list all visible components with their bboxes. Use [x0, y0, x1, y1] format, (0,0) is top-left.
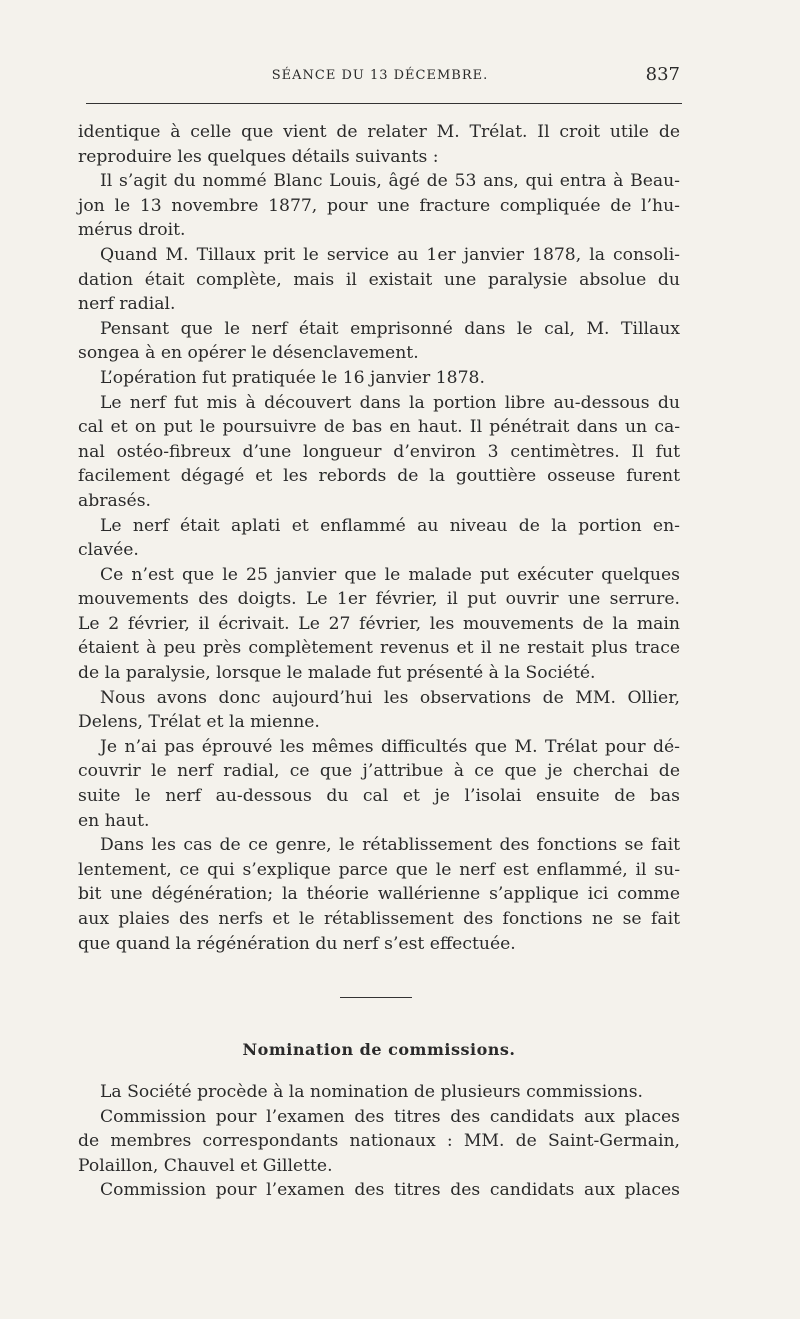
text-line: nerf radial.	[78, 294, 176, 315]
text-line: Je n’ai pas éprouvé les mêmes difficultés que M. Trélat pour dé-	[100, 736, 680, 757]
header-rule	[86, 103, 682, 104]
text-line: couvrir le nerf radial, ce que j’attribue à ce que je cherchai de	[78, 761, 680, 782]
running-head	[78, 64, 682, 88]
section-separator	[340, 997, 412, 998]
text-line: dation était complète, mais il existait une paralysie absolue du	[78, 269, 680, 290]
running-title: SÉANCE DU 13 DÉCEMBRE.	[271, 68, 489, 83]
text-line: Commission pour l’examen des titres des candidats aux places	[100, 1106, 680, 1127]
text-line: mérus droit.	[78, 220, 186, 241]
text-line: en haut.	[78, 810, 150, 831]
text-line: abrasés.	[78, 490, 151, 511]
text-line: mouvements des doigts. Le 1er février, il put ouvrir une serrure.	[78, 589, 680, 610]
text-line: aux plaies des nerfs et le rétablissement des fonctions ne se fait	[78, 909, 680, 929]
text-line: jon le 13 novembre 1877, pour une fracture compliquée de l’hu-	[78, 195, 680, 216]
text-line: Dans les cas de ce genre, le rétablissement des fonctions se fait	[100, 835, 680, 856]
text-line: La Société procède à la nomination de plusieurs commissions.	[100, 1082, 643, 1102]
text-line: reproduire les quelques détails suivants :	[78, 146, 439, 167]
text-line: de la paralysie, lorsque le malade fut présenté à la Société.	[78, 663, 596, 684]
text-line: suite le nerf au-dessous du cal et je l’isolai ensuite de bas	[78, 786, 680, 807]
text-line: Pensant que le nerf était emprisonné dans le cal, M. Tillaux	[100, 318, 680, 339]
text-line: Le nerf était aplati et enflammé au niveau de la portion en-	[100, 515, 680, 536]
text-line: cal et on put le poursuivre de bas en haut. Il pénétrait dans un ca-	[78, 417, 680, 438]
text-line: Delens, Trélat et la mienne.	[78, 712, 320, 733]
body-text	[78, 120, 680, 956]
text-line: Il s’agit du nommé Blanc Louis, âgé de 53 ans, qui entra à Beau-	[100, 171, 680, 192]
text-line: L’opération fut pratiquée le 16 janvier 1878.	[100, 367, 485, 388]
text-line: lentement, ce qui s’explique parce que le nerf est enflammé, il su-	[78, 859, 680, 880]
text-line: Commission pour l’examen des titres des candidats aux places	[100, 1180, 680, 1201]
text-line: étaient à peu près complètement revenus et il ne restait plus trace	[78, 638, 680, 659]
text-line: que quand la régénération du nerf s’est effectuée.	[78, 933, 516, 954]
text-line: bit une dégénération; la théorie wallérienne s’applique ici comme	[78, 884, 680, 905]
text-line: facilement dégagé et les rebords de la gouttière osseuse furent	[78, 466, 680, 487]
text-line: clavée.	[78, 540, 139, 561]
text-line: de membres correspondants nationaux : MM. de Saint-Germain,	[78, 1131, 680, 1152]
text-line: songea à en opérer le désenclavement.	[78, 343, 419, 364]
page-number: 837	[645, 64, 680, 85]
text-line: Polaillon, Chauvel et Gillette.	[78, 1155, 333, 1176]
text-line: nal ostéo-fibreux d’une longueur d’environ 3 centimètres. Il fut	[78, 441, 680, 462]
section-heading: Nomination de commissions.	[242, 1040, 516, 1059]
text-line: Le nerf fut mis à découvert dans la portion libre au-dessous du	[100, 392, 680, 413]
text-line: identique à celle que vient de relater M. Trélat. Il croit utile de	[78, 122, 680, 142]
text-line: Nous avons donc aujourd’hui les observations de MM. Ollier,	[100, 687, 680, 708]
text-line: Quand M. Tillaux prit le service au 1er janvier 1878, la consoli-	[100, 244, 680, 265]
text-line: Ce n’est que le 25 janvier que le malade put exécuter quelques	[100, 564, 680, 585]
text-line: Le 2 février, il écrivait. Le 27 février, les mouvements de la main	[78, 613, 680, 634]
section-text	[78, 1080, 680, 1203]
